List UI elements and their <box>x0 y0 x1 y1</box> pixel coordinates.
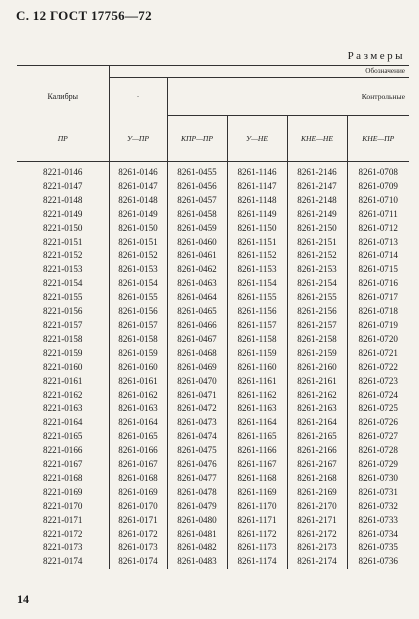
table-cell: 8261-0160 <box>109 361 167 375</box>
table-cell: 8261-2173 <box>287 541 347 555</box>
table-cell: 8261-2167 <box>287 458 347 472</box>
col-header-kpr-pr: КПР—ПР <box>167 116 227 162</box>
table-cell: 8261-2154 <box>287 277 347 291</box>
designation-label: Обозначение <box>109 66 409 78</box>
table-cell: 8261-0166 <box>109 444 167 458</box>
table-cell: 8221-0148 <box>43 194 83 205</box>
table-cell: 8261-0173 <box>109 541 167 555</box>
table-cell: 8261-0721 <box>347 347 409 361</box>
group-header-row <box>17 78 409 116</box>
table-cell: 8261-0717 <box>347 291 409 305</box>
table-cell: 8261-0165 <box>109 430 167 444</box>
table-cell: 8261-1149 <box>227 208 287 222</box>
table-cell: 8261-0147 <box>109 180 167 194</box>
table-cell: 8261-0146 <box>109 166 167 180</box>
table-row <box>17 263 409 277</box>
table-cell: 8261-0725 <box>347 402 409 416</box>
table-cell: 8261-0463 <box>167 277 227 291</box>
table-cell: 8261-0477 <box>167 472 227 486</box>
table-row <box>17 166 409 180</box>
table-cell: 8261-1158 <box>227 333 287 347</box>
table-cell: 8261-0734 <box>347 528 409 542</box>
table-cell: 8261-0467 <box>167 333 227 347</box>
table-cell: 8261-0718 <box>347 305 409 319</box>
table-cell: 8261-0713 <box>347 236 409 250</box>
table-cell: 8261-0172 <box>109 528 167 542</box>
table-cell: 8261-2150 <box>287 222 347 236</box>
table-cell: 8261-0161 <box>109 375 167 389</box>
table-cell: 8261-0479 <box>167 500 227 514</box>
table-cell: 8261-0470 <box>167 375 227 389</box>
table-cell: 8261-2165 <box>287 430 347 444</box>
table-cell: 8221-0146 <box>43 167 83 177</box>
table-cell: 8221-0172 <box>43 528 83 539</box>
table-cell: 8261-0724 <box>347 389 409 403</box>
table-cell: 8221-0152 <box>43 250 83 261</box>
table-row <box>17 402 409 416</box>
col-header-u-pr: У—ПР <box>109 116 167 162</box>
table-cell: 8261-0732 <box>347 500 409 514</box>
table-cell: 8261-0716 <box>347 277 409 291</box>
table-cell: 8261-0156 <box>109 305 167 319</box>
table-cell: 8261-0458 <box>167 208 227 222</box>
table-cell: 8261-1165 <box>227 430 287 444</box>
table-cell: 8261-1172 <box>227 528 287 542</box>
table-cell: 8261-0162 <box>109 389 167 403</box>
table-cell: 8261-1151 <box>227 236 287 250</box>
table-cell: 8261-2148 <box>287 194 347 208</box>
table-row <box>17 180 409 194</box>
table-cell: 8261-0731 <box>347 486 409 500</box>
table-row <box>17 194 409 208</box>
table-cell: 8261-1174 <box>227 555 287 569</box>
table-row <box>17 319 409 333</box>
table-cell: 8261-1167 <box>227 458 287 472</box>
table-cell: 8261-0159 <box>109 347 167 361</box>
table-cell: 8261-0148 <box>109 194 167 208</box>
table-cell: 8261-1157 <box>227 319 287 333</box>
table-cell: 8261-1155 <box>227 291 287 305</box>
calibers-table <box>17 65 409 569</box>
table-cell: 8261-0709 <box>347 180 409 194</box>
table-cell: 8261-1146 <box>227 166 287 180</box>
table-cell: 8261-0456 <box>167 180 227 194</box>
table-cell: 8261-2147 <box>287 180 347 194</box>
table-cell: 8221-0156 <box>43 306 83 317</box>
table-row <box>17 389 409 403</box>
table-cell: 8261-0164 <box>109 416 167 430</box>
table-cell: 8261-0730 <box>347 472 409 486</box>
table-row <box>17 416 409 430</box>
table-row <box>17 222 409 236</box>
table-cell: 8261-0727 <box>347 430 409 444</box>
table-cell: 8261-0714 <box>347 249 409 263</box>
table-cell: 8261-1160 <box>227 361 287 375</box>
table-cell: 8261-0472 <box>167 402 227 416</box>
table-cell: 8261-2158 <box>287 333 347 347</box>
table-cell: 8261-0170 <box>109 500 167 514</box>
table-row <box>17 528 409 542</box>
table-cell: 8261-0169 <box>109 486 167 500</box>
table-cell: 8261-0154 <box>109 277 167 291</box>
table-row <box>17 458 409 472</box>
table-cell: 8261-0719 <box>347 319 409 333</box>
table-cell: 8261-0469 <box>167 361 227 375</box>
column-header-row <box>17 116 409 162</box>
table-row <box>17 249 409 263</box>
table-cell: 8261-0455 <box>167 166 227 180</box>
table-cell: 8221-0155 <box>43 292 83 303</box>
table-cell: 8261-0478 <box>167 486 227 500</box>
table-cell: 8221-0161 <box>43 375 83 386</box>
col-header-pr: ПР <box>17 116 109 162</box>
table-row <box>17 208 409 222</box>
table-cell: 8261-1161 <box>227 375 287 389</box>
table-cell: 8261-2170 <box>287 500 347 514</box>
table-row <box>17 555 409 569</box>
table-cell: 8261-0722 <box>347 361 409 375</box>
table-cell: 8261-1166 <box>227 444 287 458</box>
table-cell: 8261-1162 <box>227 389 287 403</box>
table-cell: 8261-1169 <box>227 486 287 500</box>
table-cell: 8221-0167 <box>43 459 83 470</box>
table-cell: 8221-0165 <box>43 431 83 442</box>
table-cell: 8261-0482 <box>167 541 227 555</box>
table-cell: 8261-0735 <box>347 541 409 555</box>
table-cell: 8261-1153 <box>227 263 287 277</box>
table-cell: 8221-0174 <box>43 556 83 567</box>
table-cell: 8221-0171 <box>43 514 83 525</box>
table-cell: 8261-1152 <box>227 249 287 263</box>
table-cell: 8221-0170 <box>43 500 83 511</box>
table-cell: 8221-0153 <box>43 264 83 275</box>
table-cell: 8261-1154 <box>227 277 287 291</box>
table-cell: 8261-0480 <box>167 514 227 528</box>
table-cell: 8261-0465 <box>167 305 227 319</box>
table-cell: 8261-0708 <box>347 166 409 180</box>
table-cell: 8261-1147 <box>227 180 287 194</box>
table-cell: 8261-0729 <box>347 458 409 472</box>
table-cell: 8221-0157 <box>43 319 83 330</box>
table-cell: 8221-0158 <box>43 333 83 344</box>
table-row <box>17 430 409 444</box>
table-row <box>17 541 409 555</box>
table-cell: 8261-0462 <box>167 263 227 277</box>
table-cell: 8261-0474 <box>167 430 227 444</box>
table-row <box>17 514 409 528</box>
table-cell: 8261-0710 <box>347 194 409 208</box>
table-cell: 8261-1159 <box>227 347 287 361</box>
table-cell: 8261-1150 <box>227 222 287 236</box>
table-cell: 8261-1156 <box>227 305 287 319</box>
table-cell: 8261-0155 <box>109 291 167 305</box>
table-cell: 8221-0149 <box>43 208 83 219</box>
table-cell: 8261-2152 <box>287 249 347 263</box>
table-cell: 8261-2163 <box>287 402 347 416</box>
table-cell: 8261-2156 <box>287 305 347 319</box>
table-row <box>17 333 409 347</box>
table-cell: 8261-0475 <box>167 444 227 458</box>
table-cell: 8261-0461 <box>167 249 227 263</box>
table-cell: 8261-1168 <box>227 472 287 486</box>
table-row <box>17 305 409 319</box>
table-cell: 8261-2153 <box>287 263 347 277</box>
table-cell: 8221-0163 <box>43 403 83 414</box>
col-header-u-ne: У—НЕ <box>227 116 287 162</box>
table-cell: 8261-0150 <box>109 222 167 236</box>
table-cell: 8261-0483 <box>167 555 227 569</box>
table-cell: 8261-1164 <box>227 416 287 430</box>
table-cell: 8221-0166 <box>43 445 83 456</box>
section-title: Размеры <box>347 50 405 62</box>
table-cell: 8261-0733 <box>347 514 409 528</box>
table-cell: 8261-0723 <box>347 375 409 389</box>
table-cell: 8261-0715 <box>347 263 409 277</box>
table-cell: 8261-2174 <box>287 555 347 569</box>
table-cell: 8261-2172 <box>287 528 347 542</box>
table-cell: 8261-0468 <box>167 347 227 361</box>
table-cell: 8261-0712 <box>347 222 409 236</box>
table-cell: 8261-2159 <box>287 347 347 361</box>
table-cell: 8261-2155 <box>287 291 347 305</box>
table-cell: 8261-1171 <box>227 514 287 528</box>
table-cell: 8261-2161 <box>287 375 347 389</box>
table-cell: 8261-0476 <box>167 458 227 472</box>
table-cell: 8261-0157 <box>109 319 167 333</box>
table-row <box>17 277 409 291</box>
table-row <box>17 444 409 458</box>
table-cell: 8221-0164 <box>43 417 83 428</box>
table-row <box>17 500 409 514</box>
table-row <box>17 347 409 361</box>
table-cell: 8261-0460 <box>167 236 227 250</box>
table-cell: 8261-0473 <box>167 416 227 430</box>
table-cell: 8261-1170 <box>227 500 287 514</box>
table-cell: 8261-0720 <box>347 333 409 347</box>
table-cell: 8261-0167 <box>109 458 167 472</box>
table-row <box>17 291 409 305</box>
table-cell: 8261-2146 <box>287 166 347 180</box>
calibers-label: Калибры <box>47 92 79 101</box>
table-cell: 8261-0152 <box>109 249 167 263</box>
table-cell: 8261-2164 <box>287 416 347 430</box>
table-cell: 8261-0736 <box>347 555 409 569</box>
designation-header-row <box>17 66 409 78</box>
table-cell: 8221-0154 <box>43 278 83 289</box>
table-cell: 8261-0728 <box>347 444 409 458</box>
table-cell: 8261-0174 <box>109 555 167 569</box>
table-cell: 8261-2168 <box>287 472 347 486</box>
table-cell: 8261-0711 <box>347 208 409 222</box>
table-cell: 8261-1163 <box>227 402 287 416</box>
table-cell: 8261-0471 <box>167 389 227 403</box>
table-cell: 8261-0151 <box>109 236 167 250</box>
col-header-kne-ne: КНЕ—НЕ <box>287 116 347 162</box>
col-header-kne-pr: КНЕ—ПР <box>347 116 409 162</box>
table-cell: 8221-0162 <box>43 389 83 400</box>
table-cell: 8261-2160 <box>287 361 347 375</box>
table-cell: 8221-0160 <box>43 361 83 372</box>
control-label: Контрольные <box>167 78 409 116</box>
table-cell: 8261-0464 <box>167 291 227 305</box>
table-cell: 8221-0147 <box>43 180 83 191</box>
table-row <box>17 361 409 375</box>
table-cell: 8221-0168 <box>43 472 83 483</box>
table-cell: 8261-0457 <box>167 194 227 208</box>
page-header: С. 12 ГОСТ 17756—72 <box>16 8 152 23</box>
table-cell: 8261-1148 <box>227 194 287 208</box>
group-marker: · <box>109 78 167 116</box>
table-cell: 8261-0171 <box>109 514 167 528</box>
table-row <box>17 486 409 500</box>
table-cell: 8261-0459 <box>167 222 227 236</box>
table-cell: 8261-0466 <box>167 319 227 333</box>
table-cell: 8261-1173 <box>227 541 287 555</box>
table-cell: 8261-0158 <box>109 333 167 347</box>
table-cell: 8221-0169 <box>43 486 83 497</box>
table-cell: 8261-2171 <box>287 514 347 528</box>
table-cell: 8261-2157 <box>287 319 347 333</box>
table-row <box>17 375 409 389</box>
table-cell: 8261-0149 <box>109 208 167 222</box>
table-cell: 8261-2149 <box>287 208 347 222</box>
table-cell: 8221-0151 <box>43 236 83 247</box>
table-cell: 8261-0153 <box>109 263 167 277</box>
table-cell: 8261-0163 <box>109 402 167 416</box>
table-cell: 8261-2169 <box>287 486 347 500</box>
table-cell: 8261-0726 <box>347 416 409 430</box>
table-cell: 8261-2166 <box>287 444 347 458</box>
table-cell: 8221-0173 <box>43 542 83 553</box>
table-cell: 8261-0481 <box>167 528 227 542</box>
table-cell: 8261-0168 <box>109 472 167 486</box>
table-cell: 8261-2162 <box>287 389 347 403</box>
table-row <box>17 472 409 486</box>
table-cell: 8221-0159 <box>43 347 83 358</box>
table-cell: 8261-2151 <box>287 236 347 250</box>
page-number: 14 <box>17 592 29 606</box>
table-row <box>17 236 409 250</box>
table-cell: 8221-0150 <box>43 222 83 233</box>
